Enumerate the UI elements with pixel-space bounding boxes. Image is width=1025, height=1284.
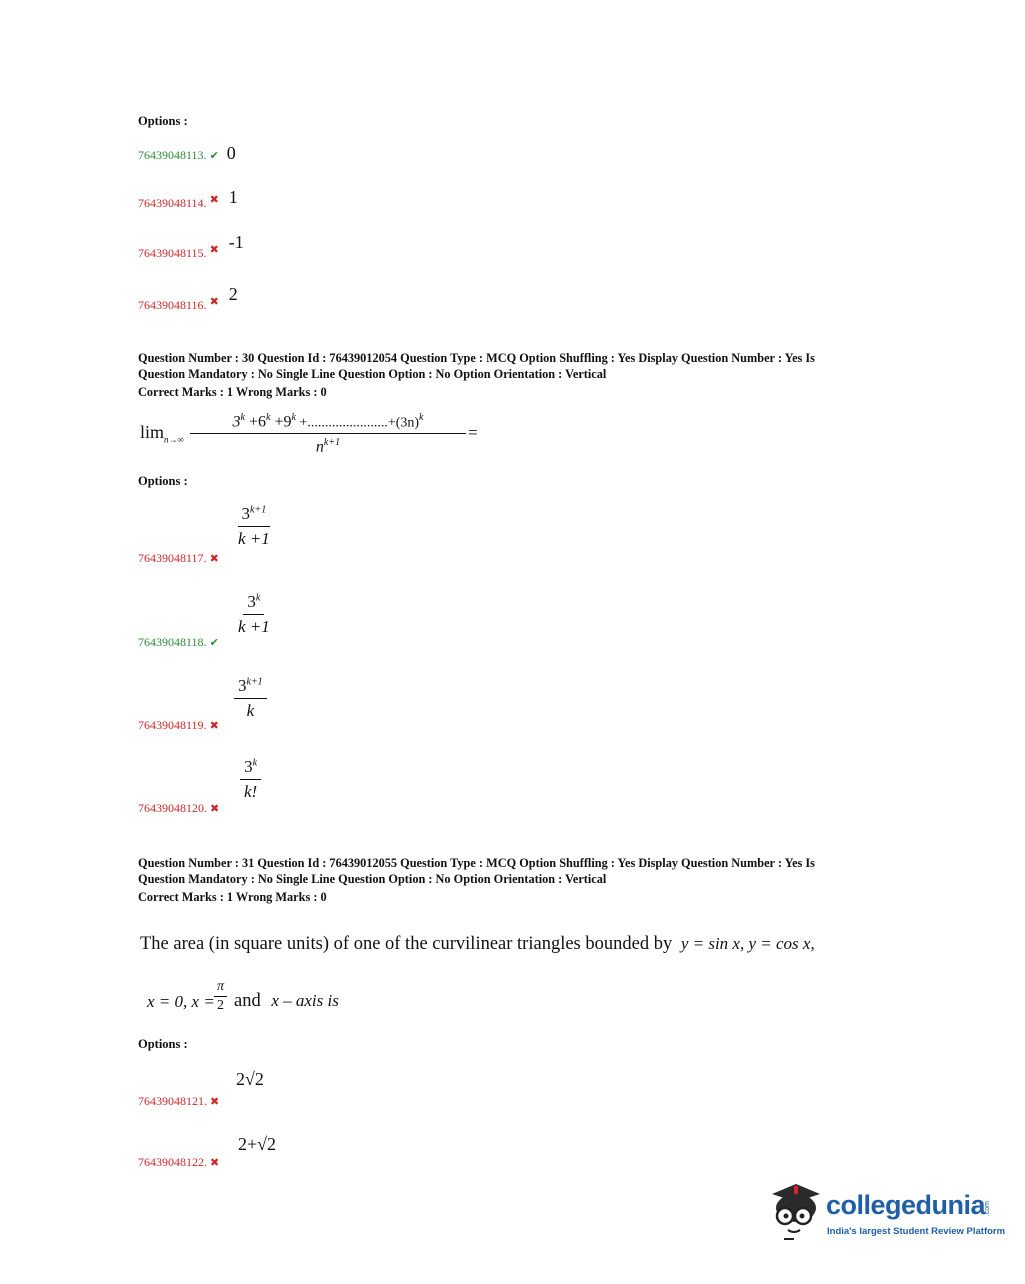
math-expression: x – axis is	[271, 991, 339, 1010]
term: +6	[244, 413, 266, 431]
option-row	[138, 1153, 219, 1171]
options-label: Options :	[138, 474, 188, 488]
mascot-icon	[766, 1178, 826, 1244]
wrong-cross-icon: ✖	[210, 1157, 220, 1169]
exponent: k	[252, 757, 258, 769]
meta-line: Question Number : 30 Question Id : 76439012054 Question Type : MCQ Option Shuffling : Yes Display Question Number : Yes Is	[138, 351, 815, 365]
correct-check-icon: ✔	[209, 150, 219, 162]
option-id: 76439048119.	[138, 718, 207, 732]
exponent: k	[255, 592, 261, 604]
equals-sign: =	[468, 423, 478, 442]
exponent: k+1	[323, 437, 341, 448]
marks-line: Correct Marks : 1 Wrong Marks : 0	[138, 385, 327, 399]
numerator: 3	[241, 504, 251, 523]
option-id: 76439048115.	[138, 246, 207, 260]
options-label: Options :	[138, 114, 188, 128]
option-value: 1	[228, 187, 238, 207]
option-row	[138, 284, 238, 312]
denominator: k!	[244, 782, 258, 801]
numerator: 3	[244, 757, 253, 776]
options-label: Options :	[138, 1037, 188, 1051]
option-row	[138, 716, 219, 734]
exponent: k	[240, 412, 245, 423]
limit-operator	[140, 422, 184, 445]
option-row	[138, 187, 238, 208]
option-row	[138, 633, 219, 651]
option-id: 76439048114.	[138, 196, 207, 210]
exponent: k	[419, 412, 424, 423]
correct-check-icon: ✔	[209, 637, 219, 649]
option-value: 2√2	[236, 1069, 264, 1089]
option-row	[138, 232, 244, 260]
exponent: k	[265, 412, 271, 423]
lim-subscript: n→∞	[164, 434, 184, 445]
option-id: 76439048117.	[138, 551, 207, 565]
logo-suffix: .com	[984, 1201, 991, 1217]
option-value: 2	[228, 284, 238, 304]
option-row	[138, 1092, 219, 1110]
question-31-meta	[138, 855, 815, 905]
option-value: -1	[228, 232, 244, 252]
logo-wordmark: collegedunia	[826, 1190, 986, 1220]
numerator: π	[214, 979, 227, 997]
denominator: k +1	[238, 617, 270, 636]
term: 3	[232, 413, 241, 431]
option-id: 76439048120.	[138, 801, 207, 815]
denominator: 2	[217, 998, 224, 1013]
wrong-cross-icon: ✖	[210, 1096, 220, 1108]
exponent: k+1	[246, 676, 263, 688]
lim-text: lim	[140, 422, 165, 442]
term: n	[315, 438, 324, 456]
limit-denominator	[190, 437, 466, 456]
option-row	[138, 549, 219, 567]
wrong-cross-icon: ✖	[209, 720, 219, 732]
option-id: 76439048121.	[138, 1094, 207, 1108]
option-fraction	[234, 676, 267, 721]
option-id: 76439048116.	[138, 298, 207, 312]
option-id: 76439048113.	[138, 148, 207, 162]
exponent: k	[291, 412, 296, 423]
marks-line: Correct Marks : 1 Wrong Marks : 0	[138, 890, 327, 904]
option-row	[138, 799, 219, 817]
denominator: k	[246, 701, 255, 720]
option-fraction	[234, 504, 274, 549]
meta-line: Question Number : 31 Question Id : 76439012055 Question Type : MCQ Option Shuffling : Yes Display Question Number : Yes Is	[138, 856, 815, 870]
term: +9	[270, 413, 292, 431]
wrong-cross-icon: ✖	[209, 296, 219, 308]
wrong-cross-icon: ✖	[209, 244, 219, 256]
math-expression: y = sin x, y = cos x,	[680, 934, 815, 953]
pi-over-two	[214, 979, 227, 1014]
question-31-text-line2a: x = 0, x =	[147, 992, 215, 1011]
option-fraction	[240, 757, 261, 802]
question-text: and	[234, 991, 261, 1011]
logo-tagline: India's largest Student Review Platform	[827, 1226, 1006, 1237]
denominator: k +1	[238, 529, 270, 548]
numerator: 3	[238, 676, 247, 695]
meta-line: Question Mandatory : No Single Line Question Option : No Option Orientation : Vertical	[138, 872, 607, 886]
question-31-text-line1	[140, 934, 815, 955]
wrong-cross-icon: ✖	[209, 553, 219, 565]
wrong-cross-icon: ✖	[209, 194, 219, 206]
option-id: 76439048122.	[138, 1155, 207, 1169]
option-fraction	[234, 592, 274, 637]
term: +.......................+(3n)	[295, 415, 420, 431]
option-id: 76439048118.	[138, 635, 207, 649]
wrong-cross-icon: ✖	[210, 803, 220, 815]
meta-line: Question Mandatory : No Single Line Question Option : No Option Orientation : Vertical	[138, 367, 607, 381]
question-31-text-line2b	[234, 991, 339, 1012]
exponent: k+1	[250, 504, 267, 516]
numerator: 3	[247, 592, 256, 611]
option-row	[138, 143, 236, 164]
fraction-bar	[190, 433, 466, 434]
question-30-meta	[138, 350, 815, 400]
option-value: 0	[226, 143, 236, 163]
question-text: The area (in square units) of one of the curvilinear triangles bounded by	[140, 934, 673, 954]
limit-numerator	[190, 412, 466, 431]
option-value: 2+√2	[238, 1134, 277, 1154]
